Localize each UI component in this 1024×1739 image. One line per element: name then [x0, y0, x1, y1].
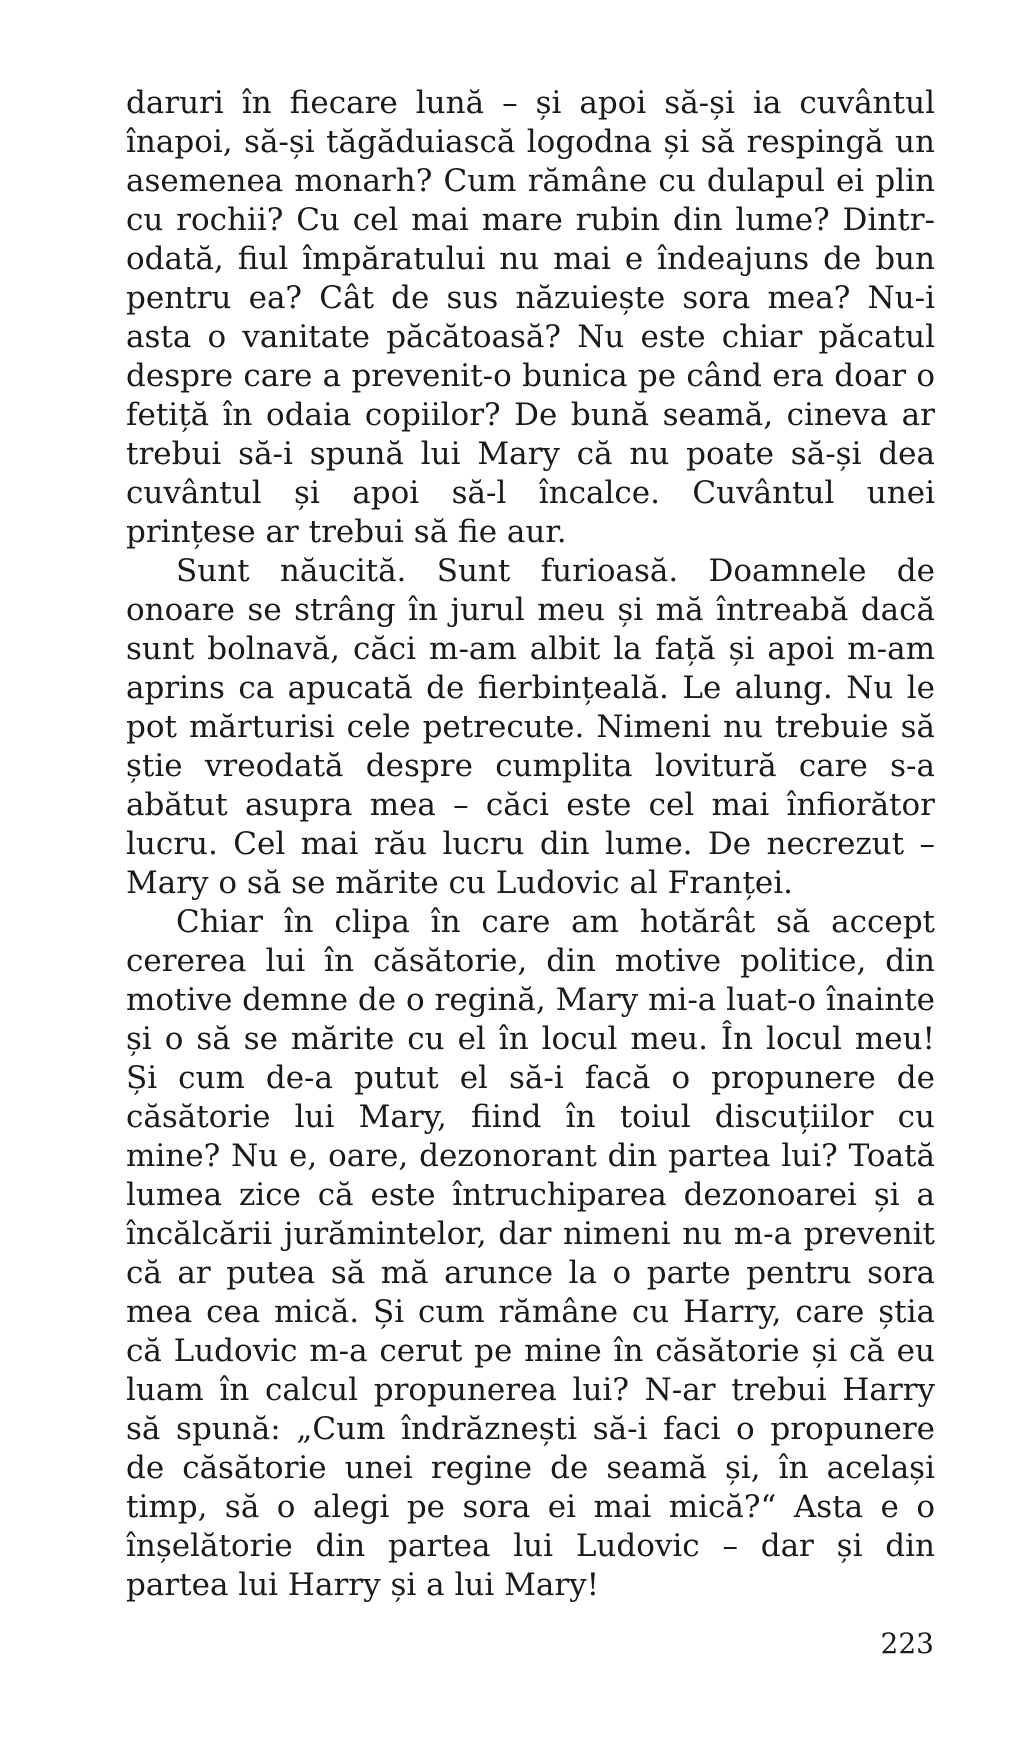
paragraph-3: Chiar în clipa în care am hotărât să accept cererea lui în căsătorie, din motive politice, din motive demne de o regină, Mary mi-a luat-o înainte și o să se mărite cu el în locul meu. În locul meu! Și cum de-a putut el să-i facă o propunere de căsătorie lui Mary, fiind în toiul discuțiilor cu mine? Nu e, oare, dezonorant din partea lui? Toată lumea zice că este întruchiparea dezonoarei și a încălcării jurămintelor, dar nimeni nu m-a prevenit că ar putea să mă arunce la o parte pentru sora mea cea mică. Și cum rămâne cu Harry, care știa că Ludovic m-a cerut pe mine în căsătorie și că eu luam în calcul propunerea lui? N-ar trebui Harry să spună: „Cum îndrăznești să-i faci o propunere de căsătorie unei regine de seamă și, în același timp, să o alegi pe sora ei mai mică?“ Asta e o înșelătorie din partea lui Ludovic – dar și din partea lui Harry și a lui Mary! — [126, 904, 935, 1603]
page-body — [126, 84, 935, 1605]
paragraph-2: Sunt năucită. Sunt furioasă. Doamnele de onoare se strâng în jurul meu și mă întreabă dacă sunt bolnavă, căci m-am albit la față și apoi m-am aprins ca apucată de fierbințeală. Le alung. Nu le pot mărturisi cele petrecute. Nimeni nu trebuie să știe vreodată despre cumplita lovitură care s-a abătut asupra mea – căci este cel mai înfiorător lucru. Cel mai rău lucru din lume. De necrezut – Mary o să se mărite cu Ludovic al Franței. — [126, 553, 935, 901]
page-number: 223 — [880, 1627, 934, 1660]
paragraph-1: daruri în fiecare lună – și apoi să-și ia cuvântul înapoi, să-și tăgăduiască logodna și să respingă un asemenea monarh? Cum rămâne cu dulapul ei plin cu rochii? Cu cel mai mare rubin din lume? Dintr-odată, fiul împăratului nu mai e îndeajuns de bun pentru ea? Cât de sus năzuiește sora mea? Nu-i asta o vanitate păcătoasă? Nu este chiar păcatul despre care a prevenit-o bunica pe când era doar o fetiță în odaia copiilor? De bună seamă, cineva ar trebui să-i spună lui Mary că nu poate să-și dea cuvântul și apoi să-l încalce. Cuvântul unei prințese ar trebui să fie aur. — [126, 85, 935, 550]
